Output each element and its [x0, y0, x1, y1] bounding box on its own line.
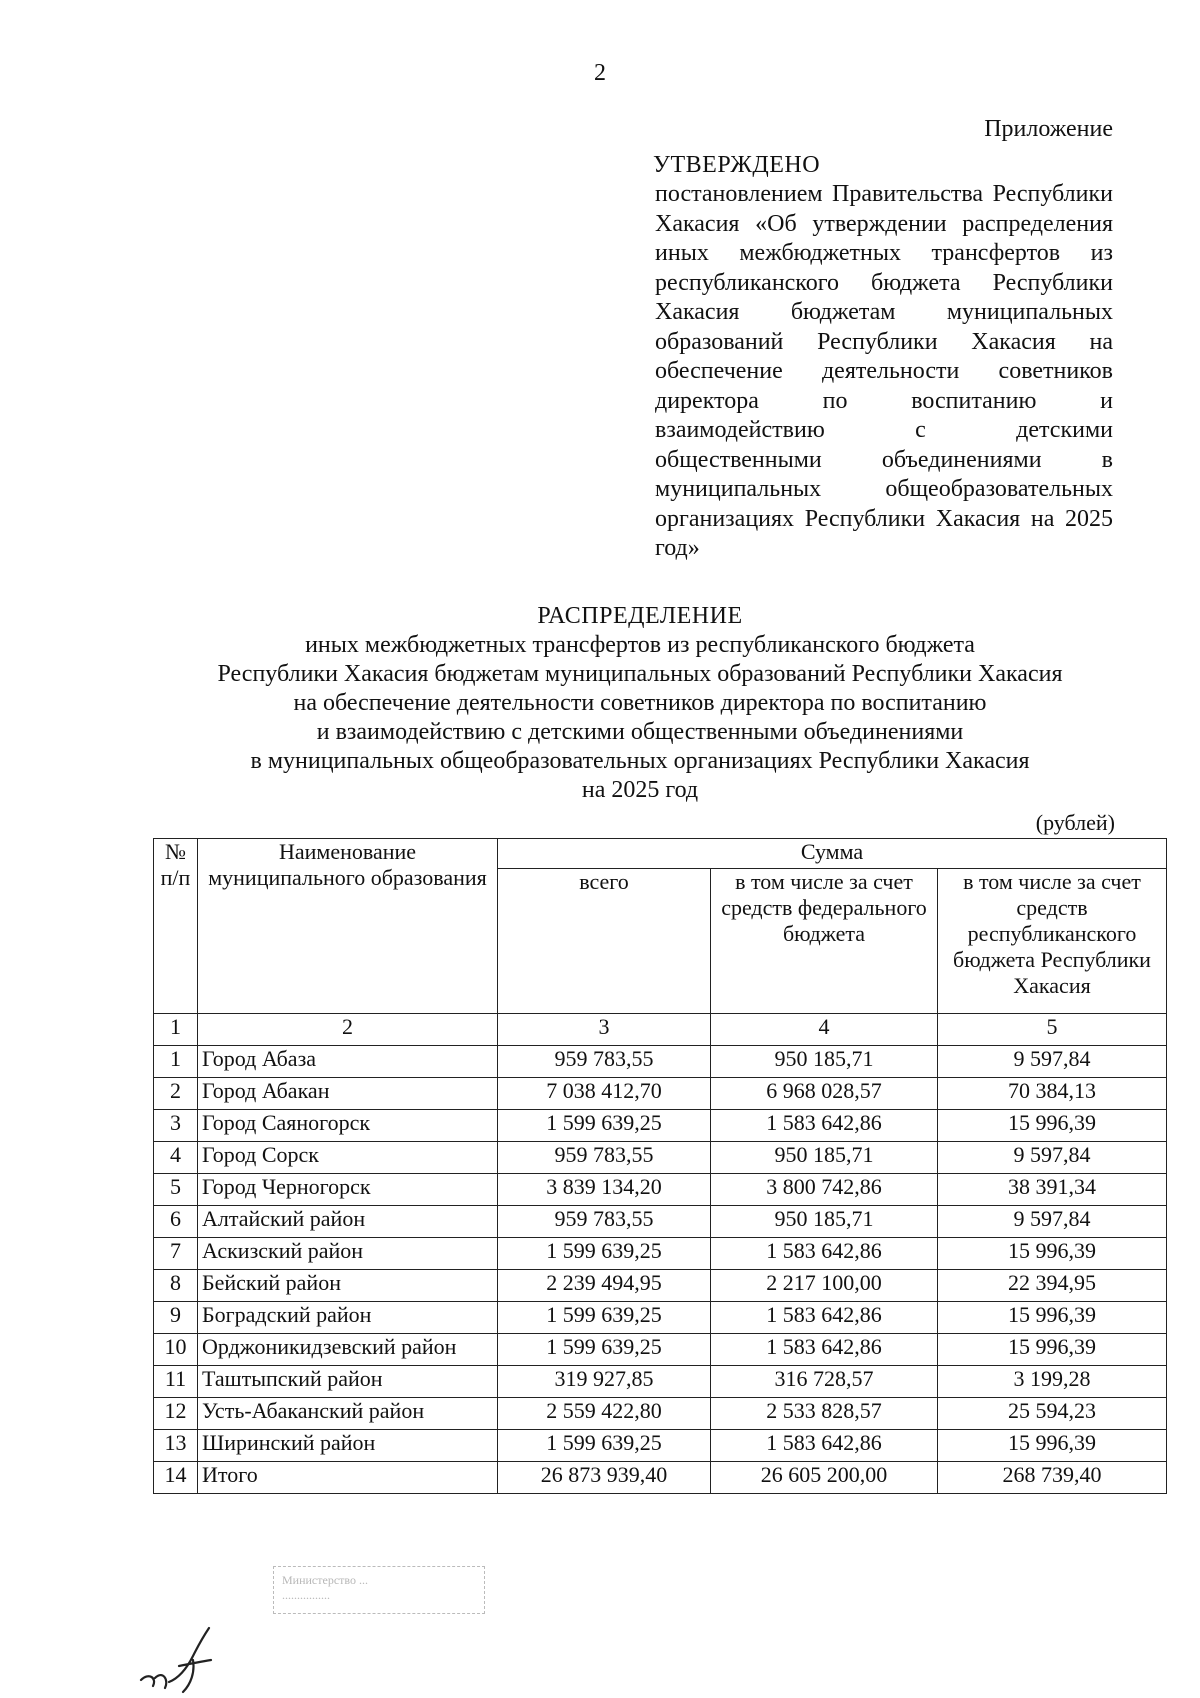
- table-row: [154, 1174, 1167, 1206]
- table-row: [154, 1142, 1167, 1174]
- page-number: 2: [594, 60, 606, 86]
- amount-federal: 1 583 642,86: [711, 1238, 938, 1270]
- amount-republic: 3 199,28: [938, 1366, 1167, 1398]
- table-row: [154, 1334, 1167, 1366]
- amount-federal: 6 968 028,57: [711, 1078, 938, 1110]
- table-row: [154, 1110, 1167, 1142]
- row-number: 6: [154, 1206, 198, 1238]
- amount-republic: 15 996,39: [938, 1334, 1167, 1366]
- amount-total: 959 783,55: [498, 1142, 711, 1174]
- document-title: РАСПРЕДЕЛЕНИЕ: [537, 603, 743, 629]
- table-row: [154, 1366, 1167, 1398]
- approval-text: постановлением Правительства Республики Хакасия «Об утверждении распределения иных межбюджетных трансфертов из республиканского бюджета Республики Хакасия бюджетам муниципальных образований Республики Хакасия на обеспечение деятельности советников директора по воспитанию и взаимодействию с детскими общественными объединениями в муниципальных общеобразовательных организациях Республики Хакасия на 2025 год»: [655, 181, 1113, 561]
- row-number: 4: [154, 1142, 198, 1174]
- municipality-name: Город Саяногорск: [198, 1110, 498, 1142]
- col-number: 3: [498, 1014, 711, 1046]
- amount-total: 26 873 939,40: [498, 1462, 711, 1494]
- header-federal: в том числе за счет средств федерального бюджета: [711, 869, 938, 1014]
- subtitle-line: на обеспечение деятельности советников директора по воспитанию: [293, 690, 987, 716]
- amount-total: 1 599 639,25: [498, 1238, 711, 1270]
- subtitle-line: Республики Хакасия бюджетам муниципальных образований Республики Хакасия: [217, 661, 1063, 687]
- amount-total: 3 839 134,20: [498, 1174, 711, 1206]
- amount-republic: 9 597,84: [938, 1142, 1167, 1174]
- municipality-name: Орджоникидзевский район: [198, 1334, 498, 1366]
- municipality-name: Город Сорск: [198, 1142, 498, 1174]
- distribution-table: [153, 838, 1167, 1494]
- row-number: 8: [154, 1270, 198, 1302]
- col-number: 4: [711, 1014, 938, 1046]
- subtitle-line: иных межбюджетных трансфертов из республиканского бюджета: [305, 632, 975, 658]
- amount-total: 319 927,85: [498, 1366, 711, 1398]
- table-row: [154, 1398, 1167, 1430]
- amount-republic: 15 996,39: [938, 1430, 1167, 1462]
- amount-total: 959 783,55: [498, 1046, 711, 1078]
- municipality-name: Таштыпский район: [198, 1366, 498, 1398]
- table-row: [154, 1430, 1167, 1462]
- row-number: 2: [154, 1078, 198, 1110]
- row-number: 7: [154, 1238, 198, 1270]
- header-sum: Сумма: [498, 839, 1167, 869]
- appendix-label: Приложение: [984, 116, 1113, 142]
- municipality-name: Боградский район: [198, 1302, 498, 1334]
- municipality-name: Бейский район: [198, 1270, 498, 1302]
- amount-republic: 15 996,39: [938, 1238, 1167, 1270]
- amount-total: 2 559 422,80: [498, 1398, 711, 1430]
- amount-republic: 268 739,40: [938, 1462, 1167, 1494]
- document-subtitle: [0, 631, 1200, 805]
- amount-total: 959 783,55: [498, 1206, 711, 1238]
- table-row: [154, 1078, 1167, 1110]
- amount-federal: 1 583 642,86: [711, 1110, 938, 1142]
- table-row: [154, 1206, 1167, 1238]
- municipality-name: Алтайский район: [198, 1206, 498, 1238]
- row-number: 12: [154, 1398, 198, 1430]
- row-number: 9: [154, 1302, 198, 1334]
- amount-republic: 38 391,34: [938, 1174, 1167, 1206]
- col-number: 1: [154, 1014, 198, 1046]
- municipality-name: Город Абаза: [198, 1046, 498, 1078]
- amount-total: 1 599 639,25: [498, 1334, 711, 1366]
- municipality-name: Итого: [198, 1462, 498, 1494]
- col-number: 5: [938, 1014, 1167, 1046]
- row-number: 14: [154, 1462, 198, 1494]
- row-number: 13: [154, 1430, 198, 1462]
- approved-label: УТВЕРЖДЕНО: [653, 152, 821, 178]
- municipality-name: Город Абакан: [198, 1078, 498, 1110]
- amount-federal: 26 605 200,00: [711, 1462, 938, 1494]
- amount-republic: 15 996,39: [938, 1302, 1167, 1334]
- units-label: (рублей): [1035, 810, 1115, 835]
- amount-total: 1 599 639,25: [498, 1430, 711, 1462]
- amount-republic: 9 597,84: [938, 1046, 1167, 1078]
- header-total: всего: [498, 869, 711, 1014]
- table-row: [154, 1238, 1167, 1270]
- municipality-name: Усть-Абаканский район: [198, 1398, 498, 1430]
- municipality-name: Город Черногорск: [198, 1174, 498, 1206]
- amount-federal: 950 185,71: [711, 1206, 938, 1238]
- row-number: 5: [154, 1174, 198, 1206]
- signature-mark: [135, 1620, 235, 1698]
- subtitle-line: в муниципальных общеобразовательных организациях Республики Хакасия: [250, 748, 1030, 774]
- amount-total: 1 599 639,25: [498, 1110, 711, 1142]
- col-number: 2: [198, 1014, 498, 1046]
- amount-federal: 1 583 642,86: [711, 1302, 938, 1334]
- table-row: [154, 1046, 1167, 1078]
- amount-federal: 2 217 100,00: [711, 1270, 938, 1302]
- table-row: [154, 1302, 1167, 1334]
- amount-federal: 316 728,57: [711, 1366, 938, 1398]
- municipality-name: Аскизский район: [198, 1238, 498, 1270]
- row-number: 1: [154, 1046, 198, 1078]
- municipality-name: Ширинский район: [198, 1430, 498, 1462]
- table-row-total: [154, 1462, 1167, 1494]
- header-name: Наименование муниципального образования: [198, 839, 498, 1014]
- subtitle-line: и взаимодействию с детскими общественными объединениями: [316, 719, 964, 745]
- amount-federal: 950 185,71: [711, 1142, 938, 1174]
- subtitle-line: на 2025 год: [581, 777, 699, 803]
- amount-republic: 70 384,13: [938, 1078, 1167, 1110]
- row-number: 3: [154, 1110, 198, 1142]
- amount-republic: 25 594,23: [938, 1398, 1167, 1430]
- amount-republic: 15 996,39: [938, 1110, 1167, 1142]
- row-number: 10: [154, 1334, 198, 1366]
- amount-federal: 1 583 642,86: [711, 1430, 938, 1462]
- header-republic: в том числе за счет средств республиканского бюджета Республики Хакасия: [938, 869, 1167, 1014]
- amount-total: 1 599 639,25: [498, 1302, 711, 1334]
- amount-total: 7 038 412,70: [498, 1078, 711, 1110]
- amount-republic: 9 597,84: [938, 1206, 1167, 1238]
- header-num: № п/п: [154, 839, 198, 1014]
- amount-federal: 1 583 642,86: [711, 1334, 938, 1366]
- stamp-line: Министерство ...: [282, 1573, 368, 1587]
- amount-federal: 3 800 742,86: [711, 1174, 938, 1206]
- amount-federal: 2 533 828,57: [711, 1398, 938, 1430]
- amount-republic: 22 394,95: [938, 1270, 1167, 1302]
- amount-federal: 950 185,71: [711, 1046, 938, 1078]
- row-number: 11: [154, 1366, 198, 1398]
- table-row: [154, 1270, 1167, 1302]
- stamp-line: ................: [282, 1588, 330, 1602]
- registration-stamp: [273, 1566, 485, 1614]
- amount-total: 2 239 494,95: [498, 1270, 711, 1302]
